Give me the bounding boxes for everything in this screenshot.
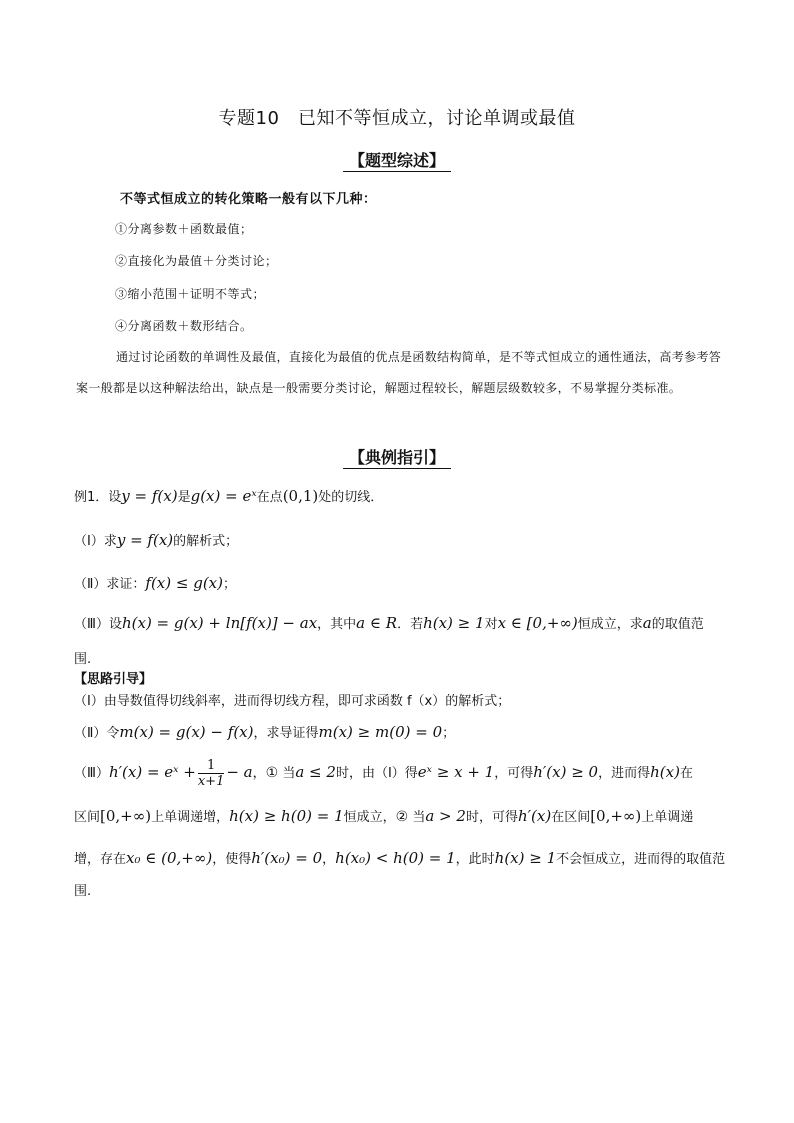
hint-line-1: （Ⅰ）由导数值得切线斜率，进而得切线方程，即可求函数 f（x）的解析式；: [74, 694, 511, 709]
math: eˣ ≥ x + 1: [417, 763, 495, 781]
section-heading-examples: [0, 445, 794, 468]
hint-line-5: [74, 848, 725, 867]
strategy-item-4: ④分离函数＋数形结合。: [115, 319, 253, 333]
text: 的取值范: [651, 617, 704, 632]
math: h′(x) = eˣ +: [108, 763, 196, 781]
fraction: [198, 758, 225, 789]
text: 上单调递增，: [151, 810, 230, 825]
text: ，: [322, 852, 336, 867]
text: 当: [408, 810, 426, 825]
hint-line-2: [74, 722, 455, 741]
text: 在: [679, 766, 693, 781]
math: h(x) ≥ 1: [494, 849, 557, 867]
example-line-2: [74, 530, 238, 549]
text: 时，可得: [465, 810, 518, 825]
example-line-5: 围.: [74, 652, 92, 667]
strategy-item-2: ②直接化为最值＋分类讨论；: [115, 254, 278, 268]
example-line-4: [74, 613, 704, 632]
strategy-item-3: ③缩小范围＋证明不等式；: [115, 287, 266, 301]
math: f(x) ≤ g(x): [145, 574, 223, 592]
text: 处的切线．: [318, 490, 384, 505]
text: 时，由（Ⅰ）得: [335, 766, 418, 781]
text: ；: [223, 577, 237, 592]
math: a ≤ 2: [295, 763, 336, 781]
text: ，使得: [212, 852, 252, 867]
text: ；: [442, 726, 456, 741]
text: （Ⅱ）令: [74, 726, 120, 741]
text: ，求导证得: [253, 726, 319, 741]
math: (0,1): [282, 487, 319, 505]
circled-number: ①: [265, 765, 279, 781]
text: 不会恒成立，进而得的取值范: [556, 852, 726, 867]
text: ，进而得: [598, 766, 651, 781]
strategy-lead: 不等式恒成立的转化策略一般有以下几种：: [120, 192, 377, 207]
math: m(x) = g(x) − f(x): [119, 723, 254, 741]
text: （Ⅱ）求证：: [74, 577, 146, 592]
text: （Ⅲ）设: [74, 617, 122, 632]
text: （Ⅰ）求: [74, 534, 117, 549]
section-heading-examples-text: 【典例指引】: [343, 448, 451, 469]
text: 恒成立，求: [577, 617, 643, 632]
text: 的解析式；: [173, 534, 239, 549]
fraction-denominator: x+1: [197, 774, 225, 789]
math: x ∈ [0,+∞): [497, 614, 578, 632]
text: 增，存在: [74, 852, 127, 867]
text: ．若: [397, 617, 424, 632]
text: 上单调递: [641, 810, 694, 825]
math: x₀ ∈ (0,+∞): [126, 849, 213, 867]
section-heading-overview: [0, 148, 794, 171]
overview-paragraph: 通过讨论函数的单调性及最值，直接化为最值的优点是函数结构简单，是不等式恒成立的通性通法，高考参考答案一般都是以这种解法给出，缺点是一般需要分类讨论，解题过程较长，解题层级数较多，不易掌握分类标准。: [76, 350, 722, 395]
math: [0,+∞): [100, 807, 152, 825]
math: − a: [226, 763, 253, 781]
text: 在点: [256, 490, 283, 505]
hint-line-3: [74, 758, 693, 789]
text: ，其中: [317, 617, 357, 632]
math: h(x): [650, 763, 680, 781]
math: h(x) ≥ h(0) = 1: [229, 807, 344, 825]
hint-heading: 【思路引导】: [74, 672, 153, 687]
text: 当: [278, 766, 296, 781]
page-title: 专题10 已知不等恒成立，讨论单调或最值: [218, 108, 576, 129]
math: y = f(x): [121, 487, 178, 505]
fraction-numerator: 1: [198, 758, 225, 774]
text: 恒成立，: [343, 810, 396, 825]
text: （Ⅲ）: [74, 766, 109, 781]
math: h(x) = g(x) + ln[f(x)] − ax: [121, 614, 318, 632]
math: g(x) = eˣ: [190, 487, 257, 505]
text: ，此时: [455, 852, 495, 867]
math: a: [642, 614, 652, 632]
strategy-item-1: ①分离参数＋函数最值；: [115, 222, 253, 236]
math: h′(x) ≥ 0: [533, 763, 599, 781]
example-line-3: [74, 573, 236, 592]
text: 对: [484, 617, 498, 632]
math: h′(x₀) = 0: [251, 849, 323, 867]
text: 在区间: [551, 810, 591, 825]
hint-line-4: [74, 806, 693, 825]
circled-number: ②: [395, 809, 409, 825]
text: ，: [252, 766, 266, 781]
math: h(x₀) < h(0) = 1: [335, 849, 456, 867]
text: 区间: [74, 810, 101, 825]
math: a > 2: [425, 807, 466, 825]
math: m(x) ≥ m(0) = 0: [318, 723, 443, 741]
text: 是: [177, 490, 191, 505]
text: ，可得: [494, 766, 534, 781]
math: h′(x): [517, 807, 552, 825]
math: y = f(x): [116, 531, 174, 549]
example-line-1: [74, 486, 383, 505]
text: 例1．设: [74, 490, 122, 505]
math: h(x) ≥ 1: [423, 614, 485, 632]
section-heading-overview-text: 【题型综述】: [343, 151, 451, 172]
hint-line-6: 围.: [74, 884, 92, 899]
math: [0,+∞): [590, 807, 642, 825]
math: a ∈ R: [356, 614, 398, 632]
